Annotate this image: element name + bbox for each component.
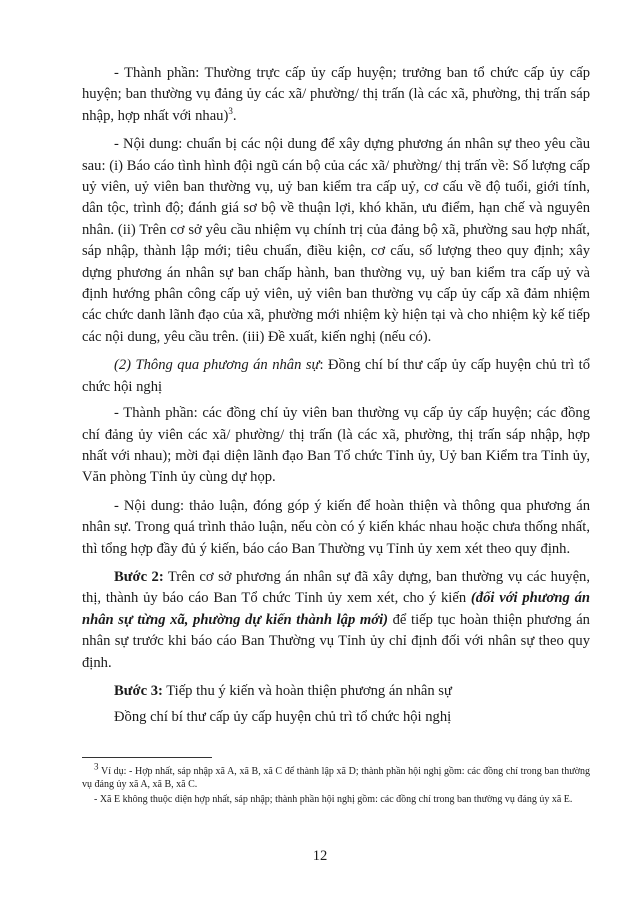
paragraph-text: - Thành phần: Thường trực cấp ủy cấp huyện; trưởng ban tổ chức cấp ủy cấp huyện; ban thường vụ đảng ủy các xã/ phường/ thị trấn (là các xã, phường, thị trấn sáp nhập, hợp nhất với nhau) [82, 65, 590, 124]
paragraph-text: Tiếp thu ý kiến và hoàn thiện phương án nhân sự [162, 682, 452, 699]
page-number: 12 [312, 848, 328, 864]
paragraph-noi-dung-1: - Nội dung: chuẩn bị các nội dung để xây dựng phương án nhân sự theo yêu cầu sau: (i) Báo cáo tình hình đội ngũ cán bộ của các xã/ phường/ thị trấn về: Số lượng cấp uỷ viên, uỷ viên ban thường vụ, uỷ ban kiểm tra cấp uỷ, cơ cấu về độ tuổi, giới tính, dân tộc, trình độ; đánh giá sơ bộ về thuận lợi, khó khăn, ưu điểm, hạn chế và nguyên nhân. (ii) Trên cơ sở yêu cầu nhiệm vụ chính trị của đảng bộ xã, phường sau hợp nhất, sáp nhập, thành lập mới; tiêu chuẩn, điều kiện, cơ cấu, số lượng theo quy định; xây dựng phương án nhân sự ban chấp hành, ban thường vụ, uỷ ban kiểm tra cấp uỷ và định hướng phân công cấp uỷ viên, uỷ viên ban thường vụ cấp ủy cấp xã đảm nhiệm các chức danh lãnh đạo của xã, phường mới nhiệm kỳ hiện tại và cho nhiệm kỳ kế tiếp các nội dung, yêu cầu trên. (iii) Đề xuất, kiến nghị (nếu có). [82, 136, 590, 345]
footnote-2: - Xã E không thuộc diện hợp nhất, sáp nhập; thành phần hội nghị gồm: các đồng chí trong ban thường vụ đảng ủy xã E. [94, 794, 573, 805]
paragraph-thong-qua [82, 355, 590, 398]
paragraph-noi-dung-2: - Nội dung: thảo luận, đóng góp ý kiến để hoàn thiện và thông qua phương án nhân sự. Trong quá trình thảo luận, nếu còn có ý kiến khác nhau hoặc chưa thống nhất, thì tổng hợp đầy đủ ý kiến, báo cáo Ban Thường vụ Tỉnh ủy xem xét theo quy định. [82, 497, 590, 557]
paragraph-text: : Đồng chí bí thư cấp ủy cấp huyện chủ trì tổ chức hội nghị [82, 357, 590, 395]
paragraph-end: . [232, 107, 237, 124]
paragraph-text: để tiếp tục hoàn thiện phương án nhân sự trước khi báo cáo Ban Thường vụ Tỉnh ủy chỉ định đối với nhân sự theo quy định. [82, 611, 590, 671]
paragraph-chu-tri: Đồng chí bí thư cấp ủy cấp huyện chủ trì tổ chức hội nghị [114, 709, 452, 726]
step-label: Bước 3: [114, 682, 163, 699]
paragraph-thanh-phan-1 [82, 63, 590, 127]
footnotes [82, 757, 590, 810]
step-label: Bước 2: [114, 568, 164, 585]
paragraph-text: Trên cơ sở phương án nhân sự đã xây dựng, ban thường vụ các huyện, thị, thành ủy báo cáo Ban Tổ chức Tỉnh ủy xem xét, cho ý kiến [82, 568, 590, 607]
footnote-divider [82, 757, 212, 758]
emphasis-text: (đối với phương án nhân sự từng xã, phường dự kiến thành lập mới) [82, 590, 590, 628]
paragraph-thanh-phan-2: - Thành phần: các đồng chí ủy viên ban thường vụ cấp ủy cấp huyện; các đồng chí đảng ủy viên các xã/ phường/ thị trấn (là các xã, phường, thị trấn sáp nhập, hợp nhất với nhau); mời đại diện lãnh đạo Ban Tổ chức Tỉnh ủy, Uỷ ban Kiểm tra Tỉnh ủy, Văn phòng Tỉnh ủy cùng dự họp. [82, 405, 590, 486]
subheading-italic: (2) Thông qua phương án nhân sự [114, 357, 320, 374]
body-text [82, 63, 590, 736]
paragraph-buoc-2 [82, 567, 590, 674]
paragraph-buoc-3 [82, 681, 590, 702]
footnote-1 [82, 761, 590, 791]
footnote-mark: 3 [94, 761, 99, 772]
footnote-text: Ví dụ: - Hợp nhất, sáp nhập xã A, xã B, xã C để thành lập xã D; thành phần hội nghị gồm: các đồng chí trong ban thường vụ đảng ủy xã A, xã B, xã C. [82, 766, 590, 790]
footnote-reference: 3 [228, 105, 233, 116]
